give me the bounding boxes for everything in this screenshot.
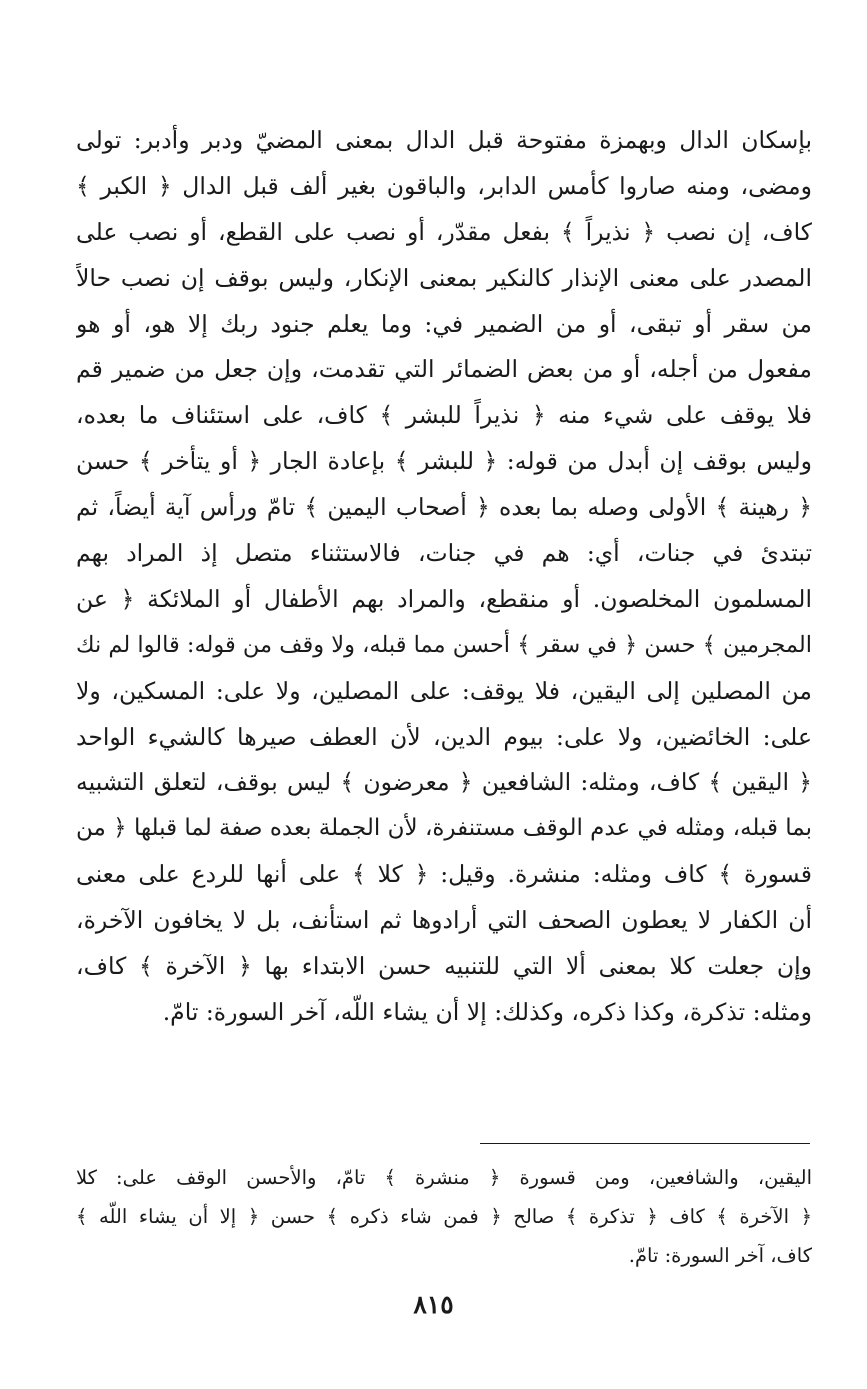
footnote-line: ﴿ الآخرة ﴾ كاف ﴿ تذكرة ﴾ صالح ﴿ فمن شاء ذكره ﴾ حسن ﴿ إلا أن يشاء اللّه ﴾ — [76, 1205, 812, 1228]
footnote-block — [76, 1158, 812, 1275]
text-line: بما قبله، ومثله في عدم الوقف مستنفرة، لأن الجملة بعده صفة لما قبلها ﴿ من — [76, 815, 812, 842]
page-number: ٨١٥ — [413, 1290, 454, 1319]
text-line: من سقر أو تبقى، أو من الضمير في: وما يعلم جنود ربك إلا هو، أو هو — [76, 309, 812, 338]
text-line: وليس بوقف إن أبدل من قوله: ﴿ للبشر ﴾ بإعادة الجار ﴿ أو يتأخر ﴾ حسن — [76, 447, 812, 476]
text-line: فلا يوقف على شيء منه ﴿ نذيراً للبشر ﴾ كاف، على استئناف ما بعده، — [76, 401, 812, 430]
main-text-block — [76, 118, 812, 1036]
text-line: مفعول من أجله، أو من بعض الضمائر التي تقدمت، وإن جعل من ضمير قم — [76, 355, 812, 384]
text-line: ومضى، ومنه صاروا كأمس الدابر، والباقون بغير ألف قبل الدال ﴿ الكبر ﴾ — [76, 171, 812, 200]
footnote-line: اليقين، والشافعين، ومن قسورة ﴿ منشرة ﴾ تامّ، والأحسن الوقف على: كلا — [76, 1166, 812, 1189]
text-line: المصدر على معنى الإنذار كالنكير بمعنى الإنكار، وليس بوقف إن نصب حالاً — [76, 263, 812, 292]
text-line: المجرمين ﴾ حسن ﴿ في سقر ﴾ أحسن مما قبله، ولا وقف من قوله: قالوا لم نك — [76, 631, 812, 658]
text-line: وإن جعلت كلا بمعنى ألا التي للتنبيه حسن الابتداء بها ﴿ الآخرة ﴾ كاف، — [76, 952, 812, 981]
text-line: ﴿ اليقين ﴾ كاف، ومثله: الشافعين ﴿ معرضون ﴾ ليس بوقف، لتعلق التشبيه — [76, 768, 812, 797]
text-line: تبتدئ في جنات، أي: هم في جنات، فالاستثناء متصل إذ المراد بهم — [76, 539, 812, 568]
footnote-line: كاف، آخر السورة: تامّ. — [628, 1244, 812, 1267]
footnote-separator — [480, 1143, 810, 1144]
text-line: قسورة ﴾ كاف ومثله: منشرة. وقيل: ﴿ كلا ﴾ على أنها للردع على معنى — [76, 860, 812, 889]
text-line: المسلمون المخلصون. أو منقطع، والمراد بهم الأطفال أو الملائكة ﴿ عن — [76, 584, 812, 613]
text-line: كاف، إن نصب ﴿ نذيراً ﴾ بفعل مقدّر، أو نصب على القطع، أو نصب على — [76, 217, 812, 246]
text-line: من المصلين إلى اليقين، فلا يوقف: على المصلين، ولا على: المسكين، ولا — [76, 676, 812, 705]
text-line: ومثله: تذكرة، وكذا ذكره، وكذلك: إلا أن يشاء اللّه، آخر السورة: تامّ. — [162, 997, 812, 1026]
text-line: على: الخائضين، ولا على: بيوم الدين، لأن العطف صيرها كالشيء الواحد — [76, 722, 812, 751]
text-line: ﴿ رهينة ﴾ الأولى وصله بما بعده ﴿ أصحاب اليمين ﴾ تامّ ورأس آية أيضاً، ثم — [76, 493, 812, 522]
text-line: أن الكفار لا يعطون الصحف التي أرادوها ثم استأنف، بل لا يخافون الآخرة، — [76, 906, 812, 935]
text-line: بإسكان الدال وبهمزة مفتوحة قبل الدال بمعنى المضيّ ودبر وأدبر: تولى — [76, 126, 812, 154]
